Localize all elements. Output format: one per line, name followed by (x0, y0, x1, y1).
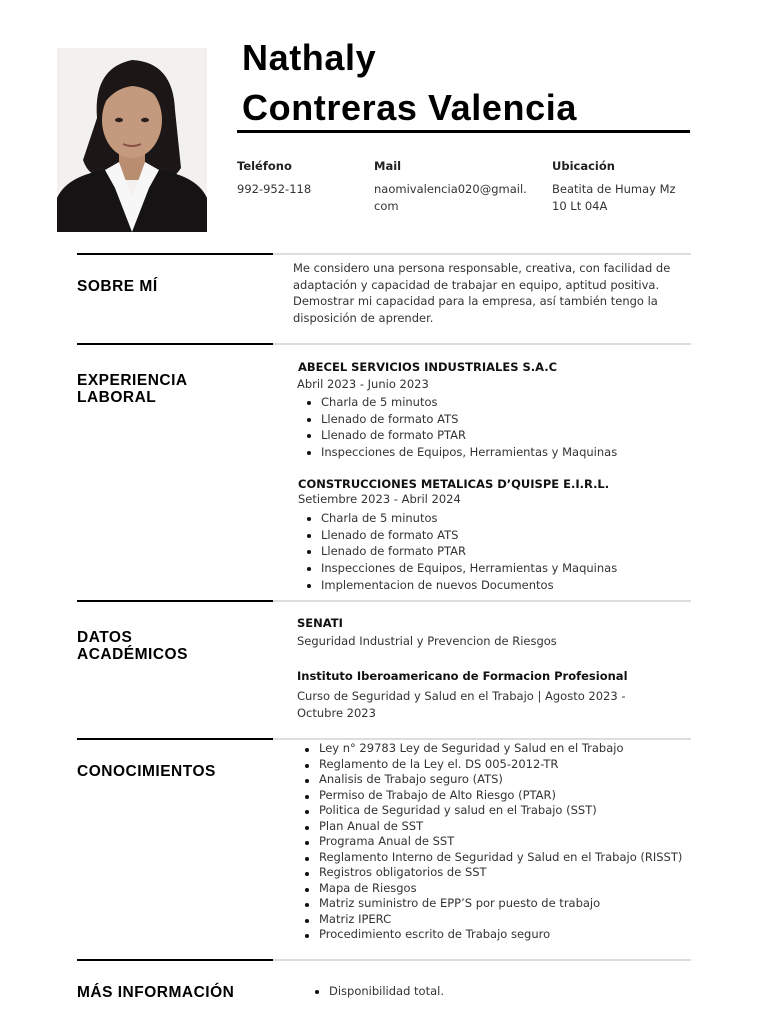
about-text (293, 260, 670, 326)
section-rule-more-info (77, 959, 273, 961)
name-last: Contreras Valencia (242, 87, 577, 128)
list-item: Registros obligatorios de SST (296, 865, 682, 881)
section-rule-about (77, 253, 273, 255)
education-detail: Seguridad Industrial y Prevencion de Riesgos (297, 634, 557, 648)
experience-title-line1: EXPERIENCIA (77, 372, 188, 389)
experience-title (77, 372, 188, 406)
about-title: SOBRE MÍ (77, 278, 158, 295)
about-line: Demostrar mi capacidad para la empresa, así también tengo la (293, 294, 658, 308)
experience-title-line2: LABORAL (77, 389, 157, 406)
list-item: Charla de 5 minutos (298, 394, 617, 411)
list-item: Programa Anual de SST (296, 834, 682, 850)
education-institution: Instituto Iberoamericano de Formacion Profesional (297, 669, 628, 683)
knowledge-title: CONOCIMIENTOS (77, 763, 216, 780)
list-item: Mapa de Riesgos (296, 881, 682, 897)
mail-value-line2: com (374, 199, 399, 213)
mail-label: Mail (374, 159, 402, 173)
phone-label: Teléfono (237, 159, 292, 173)
location-value-line1: Beatita de Humay Mz (552, 182, 676, 196)
list-item: Ley n° 29783 Ley de Seguridad y Salud en el Trabajo (296, 741, 682, 757)
list-item: Matriz suministro de EPP’S por puesto de trabajo (296, 896, 682, 912)
name-underline (237, 130, 690, 133)
list-item: Reglamento de la Ley el. DS 005-2012-TR (296, 757, 682, 773)
knowledge-list (296, 741, 682, 943)
list-item: Disponibilidad total. (306, 983, 444, 1000)
job-dates: Setiembre 2023 - Abril 2024 (298, 492, 461, 506)
mail-value-line1: naomivalencia020@gmail. (374, 182, 527, 196)
more-info-title: MÁS INFORMACIÓN (77, 984, 235, 1001)
list-item: Llenado de formato PTAR (298, 427, 617, 444)
list-item: Llenado de formato ATS (298, 411, 617, 428)
education-title-line2: ACADÉMICOS (77, 646, 188, 663)
job-tasks-list (298, 394, 617, 461)
list-item: Procedimiento escrito de Trabajo seguro (296, 927, 682, 943)
education-title (77, 629, 188, 663)
list-item: Implementacion de nuevos Documentos (298, 577, 617, 594)
about-line: adaptación y capacidad de trabajar en equipo, aptitud positiva. (293, 277, 660, 292)
phone-value: 992-952-118 (237, 182, 312, 196)
list-item: Llenado de formato PTAR (298, 543, 617, 560)
education-detail-line: Curso de Seguridad y Salud en el Trabajo | Agosto 2023 - (297, 689, 626, 703)
section-divider-about (273, 253, 691, 255)
education-title-line1: DATOS (77, 629, 133, 646)
profile-photo (57, 48, 207, 232)
job-tasks-list (298, 510, 617, 594)
education-detail (297, 688, 625, 721)
section-rule-education (77, 600, 273, 602)
list-item: Analisis de Trabajo seguro (ATS) (296, 772, 682, 788)
job-dates: Abril 2023 - Junio 2023 (297, 377, 429, 391)
job-company: CONSTRUCCIONES METALICAS D’QUISPE E.I.R.L. (298, 477, 610, 491)
list-item: Charla de 5 minutos (298, 510, 617, 527)
section-divider-experience (273, 343, 691, 345)
list-item: Matriz IPERC (296, 912, 682, 928)
about-line: disposición de aprender. (293, 310, 434, 325)
list-item: Politica de Seguridad y salud en el Trabajo (SST) (296, 803, 682, 819)
location-value (552, 181, 676, 215)
mail-value[interactable] (374, 181, 527, 215)
list-item: Inspecciones de Equipos, Herramientas y Maquinas (298, 560, 617, 577)
job-company: ABECEL SERVICIOS INDUSTRIALES S.A.C (298, 360, 558, 374)
location-label: Ubicación (552, 159, 615, 173)
list-item: Llenado de formato ATS (298, 527, 617, 544)
section-rule-experience (77, 343, 273, 345)
section-divider-more-info (273, 959, 691, 961)
name-first: Nathaly (242, 37, 377, 78)
location-value-line2: 10 Lt 04A (552, 199, 608, 213)
section-divider-education (273, 600, 691, 602)
section-divider-knowledge (273, 738, 691, 740)
about-line: Me considero una persona responsable, creativa, con facilidad de (293, 261, 671, 275)
list-item: Reglamento Interno de Seguridad y Salud en el Trabajo (RISST) (296, 850, 682, 866)
more-info-list (306, 983, 444, 1000)
education-institution: SENATI (297, 616, 343, 630)
list-item: Inspecciones de Equipos, Herramientas y Maquinas (298, 444, 617, 461)
list-item: Plan Anual de SST (296, 819, 682, 835)
list-item: Permiso de Trabajo de Alto Riesgo (PTAR) (296, 788, 682, 804)
education-detail-line: Octubre 2023 (297, 705, 376, 720)
section-rule-knowledge (77, 738, 273, 740)
